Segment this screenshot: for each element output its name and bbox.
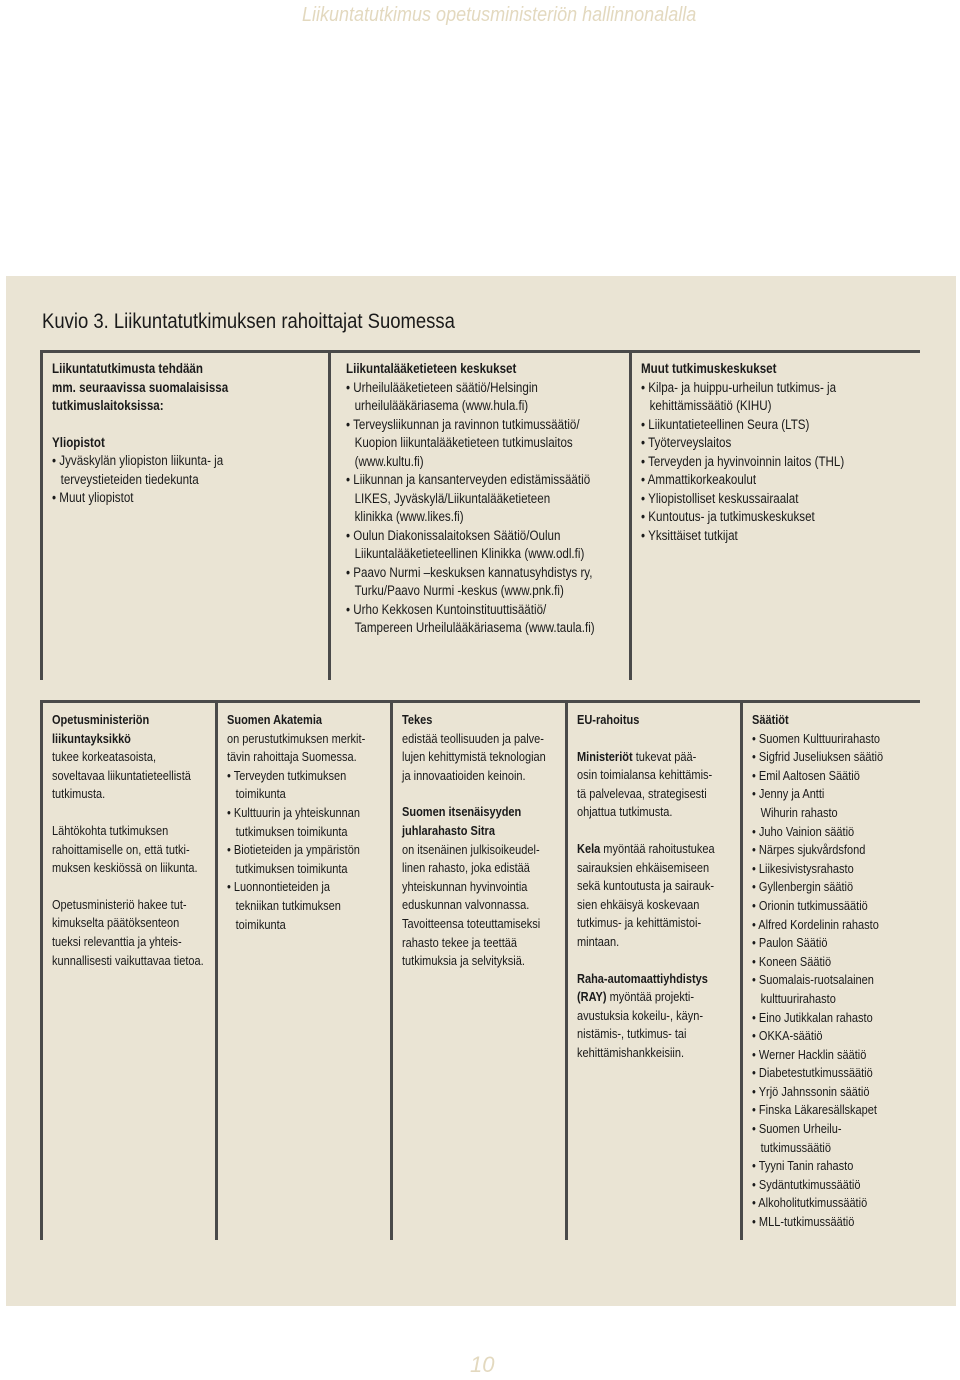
divider-lower-3	[390, 700, 393, 1240]
list-item: • Kilpa- ja huippu-urheilun tutkimus- ja	[641, 379, 837, 395]
ray-text: Raha-automaattiyhdistys (RAY) myöntää projekti- avustuksia kokeilu-, käyn- nistämis-, tutkimus- tai kehittämishankkeisiin.	[577, 970, 708, 1060]
list-item: • Diabetestutkimussäätiö	[752, 1065, 873, 1081]
funder-foundations-column: Säätiöt • Suomen Kulttuurirahasto • Sigfrid Juseliuksen säätiö • Emil Aaltosen Säätiö • Jenny ja Antti Wihurin rahasto • Juho Vainion säätiö • Närpes sjukvårdsfond • Liikesivistysrahasto • Gyllenbergin säätiö • Orionin tutkimussäätiö • Alfred Kordelinin rahasto • Paulon Säätiö • Koneen Säätiö • Suomalais-ruotsalainen kulttuurirahasto • Eino Jutikkalan rahasto • OKKA-säätiö • Werner Hacklin säätiö • Diabetestutkimussäätiö • Yrjö Jahnssonin säätiö • Finska Läkaresällskapet • Suomen Urheilu- tutkimussäätiö • Tyyni Tanin rahasto • Sydäntutkimussäätiö • Alkoholitutkimussäätiö • MLL-tutkimussäätiö	[752, 711, 917, 1232]
list-item: • Työterveyslaitos	[641, 435, 732, 450]
sitra-text: on itsenäinen julkisoikeudel- linen rahasto, joka edistää yhteiskunnan hyvinvointia eduskunnan valvonnassa. Tavoitteensa toteuttamiseksi rahasto tekee ja teettää tutkimuksia ja selvityksiä.	[402, 841, 541, 969]
list-item: • Urheilulääketieteen säätiö/Helsingin	[346, 379, 538, 395]
list-item: • Gyllenbergin säätiö	[752, 879, 854, 895]
other-research-centers-column: Muut tutkimuskeskukset • Kilpa- ja huippu-urheilun tutkimus- ja kehittämissäätiö (KIHU) • Liikuntatieteellinen Seura (LTS) • Työterveyslaitos • Terveyden ja hyvinvoinnin laitos (THL) • Ammattikorkeakoulut • Yliopistolliset keskussairaalat • Kuntoutus- ja tutkimuskeskukset • Yksittäiset tutkijat	[641, 360, 911, 545]
list-item: • Suomen Kulttuurirahasto	[752, 730, 881, 746]
research-institutes-column	[52, 360, 320, 508]
list-item: • Paulon Säätiö	[752, 935, 828, 951]
list-item: • Närpes sjukvårdsfond	[752, 842, 866, 858]
list-item: • Terveyden ja hyvinvoinnin laitos (THL)	[641, 453, 845, 469]
kela-text: Kela myöntää rahoitustukea sairauksien ehkäisemiseen sekä kuntoutusta ja sairauk- sien ehkäisyä koskevaan tutkimus- ja kehittämistoi- mintaan.	[577, 840, 715, 949]
list-item: • Biotieteiden ja ympäristön	[227, 842, 360, 858]
list-item: • Tyyni Tanin rahasto	[752, 1158, 854, 1174]
list-item: • Orionin tutkimussäätiö	[752, 897, 868, 913]
list-item: • Kulttuurin ja yhteiskunnan	[227, 804, 360, 820]
list-item: • Jyväskylän yliopiston liikunta- ja	[52, 453, 224, 468]
page-number: 10	[470, 1352, 495, 1377]
divider-lower-1	[40, 700, 43, 1240]
list-item: • Emil Aaltosen Säätiö	[752, 767, 860, 783]
tekes-heading: Tekes	[402, 712, 433, 727]
list-item: • Yrjö Jahnssonin säätiö	[752, 1083, 870, 1099]
list-item: • Liikuntatieteellinen Seura (LTS)	[641, 416, 810, 432]
sports-medicine-column: Liikuntalääketieteen keskukset • Urheilulääketieteen säätiö/Helsingin urheilulääkäriasema (www.hula.fi) • Terveysliikunnan ja ravinnon tutkimussäätiö/ Kuopion liikuntalääketieteen tutkimuslaitos (www.kultu.fi) • Liikunnan ja kansanterveyden edistämissäätiö LIKES, Jyväskylä/Liikuntalääketieteen klinikka (www.likes.fi) • Oulun Diakonissalaitoksen Säätiö/Oulun Liikuntalääketieteellinen Klinikka (www.odl.fi) • Paavo Nurmi –keskuksen kannatusyhdistys ry, Turku/Paavo Nurmi -keskus (www.pnk.fi) • Urho Kekkosen Kuntoinstituuttisäätiö/ Tampereen Urheilulääkäriasema (www.taula.fi)	[346, 360, 626, 638]
list-item: • Suomalais-ruotsalainen	[752, 972, 874, 988]
list-item: • MLL-tutkimussäätiö	[752, 1214, 855, 1230]
divider-mid-upper	[328, 350, 331, 680]
eu-heading: EU-rahoitus	[577, 712, 640, 727]
funder-academy-column: Suomen Akatemia on perustutkimuksen merkit- tävin rahoittaja Suomessa. • Terveyden tutkimuksen toimikunta • Kulttuurin ja yhteiskunnan tutkimuksen toimikunta • Biotieteiden ja ympäristön tutkimuksen toimikunta • Luonnontieteiden ja tekniikan tutkimuksen toimikunta	[227, 711, 385, 934]
list-item: • Terveysliikunnan ja ravinnon tutkimussäätiö/	[346, 416, 580, 432]
list-item: • Kuntoutus- ja tutkimuskeskukset	[641, 509, 815, 524]
list-item: • Ammattikorkeakoulut	[641, 472, 757, 487]
ministry-heading: Opetusministeriön liikuntayksikkö	[52, 712, 150, 746]
divider-right-upper	[629, 350, 632, 680]
list-item: • OKKA-säätiö	[752, 1028, 823, 1044]
list-item: • Werner Hacklin säätiö	[752, 1046, 867, 1062]
institutes-intro: Liikuntatutkimusta tehdään mm. seuraavissa suomalaisissa tutkimuslaitoksissa:	[52, 361, 229, 413]
list-item: • Alfred Kordelinin rahasto	[752, 916, 879, 932]
sports-medicine-heading: Liikuntalääketieteen keskukset	[346, 361, 517, 376]
list-item: • Yliopistolliset keskussairaalat	[641, 490, 799, 506]
list-item: • Urho Kekkosen Kuntoinstituuttisäätiö/	[346, 601, 547, 617]
list-item: • Yksittäiset tutkijat	[641, 527, 738, 543]
funder-eu-column	[577, 711, 735, 1063]
ministry-text-3: Opetusministeriö hakee tut- kimukselta päätöksenteon tueksi relevanttia ja yhteis- kunnallisesti vaikuttavaa tietoa.	[52, 896, 204, 968]
upper-underline	[40, 350, 920, 353]
divider-left-upper	[40, 350, 43, 680]
universities-heading: Yliopistot	[52, 434, 105, 450]
figure-title: Kuvio 3. Liikuntatutkimuksen rahoittajat Suomessa	[42, 310, 455, 333]
sitra-heading: Suomen itsenäisyyden juhlarahasto Sitra	[402, 804, 522, 838]
other-centers-heading: Muut tutkimuskeskukset	[641, 361, 777, 376]
divider-lower-4	[565, 700, 568, 1240]
list-item: • Liikesivistysrahasto	[752, 860, 854, 876]
list-item: • Terveyden tutkimuksen	[227, 767, 347, 783]
tekes-text: edistää teollisuuden ja palve- lujen kehittymistä teknologian ja innovaatioiden keinoin.	[402, 730, 546, 783]
list-item: • Sydäntutkimussäätiö	[752, 1176, 861, 1192]
ministries-text: Ministeriöt tukevat pää- osin toimialansa kehittämis- tä palvelevaa, strategisesti ohjattua tutkimusta.	[577, 748, 713, 820]
list-item: • Alkoholitutkimussäätiö	[752, 1195, 868, 1211]
divider-lower-2	[215, 700, 218, 1240]
list-item: • Liikunnan ja kansanterveyden edistämissäätiö	[346, 472, 591, 487]
list-item: • Finska Läkaresällskapet	[752, 1102, 877, 1118]
list-item: • Suomen Urheilu-	[752, 1121, 842, 1137]
funder-tekes-column	[402, 711, 560, 971]
divider-lower-5	[740, 700, 743, 1240]
list-item: • Eino Jutikkalan rahasto	[752, 1009, 873, 1025]
list-item: • Juho Vainion säätiö	[752, 823, 855, 839]
list-item-continuation: terveystieteiden tiedekunta	[60, 471, 199, 487]
lower-topline	[40, 700, 920, 703]
list-item: • Paavo Nurmi –keskuksen kannatusyhdistys ry,	[346, 564, 593, 580]
list-item: • Luonnontieteiden ja	[227, 879, 330, 895]
ministry-text-1: tukee korkeatasoista, soveltavaa liikuntatieteellistä tutkimusta.	[52, 749, 191, 802]
list-item: • Koneen Säätiö	[752, 953, 832, 969]
academy-heading: Suomen Akatemia	[227, 712, 323, 727]
running-head: Liikuntatutkimus opetusministeriön hallinnonalalla	[302, 4, 697, 26]
ministry-text-2: Lähtökohta tutkimuksen rahoittamiselle on, että tutki- muksen keskiössä on liikunta.	[52, 822, 198, 876]
list-item: • Muut yliopistot	[52, 490, 134, 505]
list-item: • Oulun Diakonissalaitoksen Säätiö/Oulun	[346, 527, 561, 543]
foundations-heading: Säätiöt	[752, 712, 789, 727]
funder-ministry-column	[52, 711, 210, 970]
list-item: • Sigfrid Juseliuksen säätiö	[752, 749, 884, 765]
list-item: • Jenny ja Antti	[752, 786, 825, 802]
